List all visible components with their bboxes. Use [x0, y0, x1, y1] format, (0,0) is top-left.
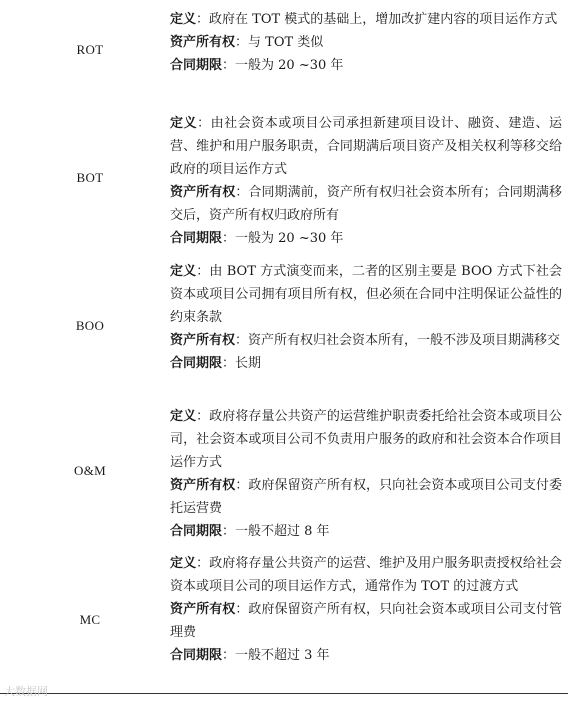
- term-line: [170, 54, 562, 77]
- ownership-line: [170, 474, 562, 520]
- term-text: ：一般为 20 ~30 年: [222, 231, 344, 246]
- definition-label: 定义: [170, 264, 197, 279]
- ownership-label: 资产所有权: [170, 333, 236, 348]
- term-line: [170, 227, 562, 250]
- definition-line: [170, 8, 562, 31]
- definition-text: ：政府将存量公共资产的运营维护职责委托给社会资本或项目公司，社会资本或项目公司不负责用户服务的政府和社会资本合作项目运作方式: [170, 409, 562, 470]
- definition-label: 定义: [170, 12, 197, 27]
- definition-text: ：政府将存量公共资产的运营、维护及用户服务职责授权给社会资本或项目公司的项目运作方式，通常作为 TOT 的过渡方式: [170, 556, 562, 594]
- ownership-line: [170, 598, 562, 644]
- definition-label: 定义: [170, 116, 198, 131]
- term-label: 合同期限: [170, 648, 223, 663]
- term-text: ：长期: [222, 356, 262, 371]
- table-bottom-rule: [0, 693, 568, 694]
- term-text: ：一般为 20 ~30 年: [222, 58, 344, 73]
- definition-line: [170, 260, 562, 329]
- term-line: [170, 520, 562, 543]
- model-description: [170, 260, 562, 375]
- model-description: [170, 112, 562, 250]
- model-name: BOT: [76, 170, 104, 185]
- ownership-text: ：与 TOT 类似: [235, 35, 324, 50]
- definition-line: [170, 112, 562, 181]
- term-line: [170, 644, 562, 667]
- model-description: [170, 552, 562, 667]
- ownership-label: 资产所有权: [170, 602, 236, 617]
- definition-label: 定义: [170, 409, 197, 424]
- ownership-text: ：资产所有权归社会资本所有，一般不涉及项目期满移交: [235, 333, 561, 348]
- ownership-label: 资产所有权: [170, 478, 236, 493]
- definition-text: ：政府在 TOT 模式的基础上，增加改扩建内容的项目运作方式: [196, 12, 558, 27]
- ownership-text: ：合同期满前，资产所有权归社会资本所有；合同期满移交后，资产所有权归政府所有: [170, 185, 562, 223]
- model-name: ROT: [76, 42, 104, 57]
- ownership-label: 资产所有权: [170, 185, 236, 200]
- model-description: [170, 8, 562, 77]
- term-label: 合同期限: [170, 356, 223, 371]
- model-description: [170, 405, 562, 543]
- ownership-line: [170, 31, 562, 54]
- term-label: 合同期限: [170, 524, 223, 539]
- ownership-label: 资产所有权: [170, 35, 236, 50]
- ownership-line: [170, 181, 562, 227]
- ownership-text: ：政府保留资产所有权，只向社会资本或项目公司支付管理费: [170, 602, 562, 640]
- ownership-text: ：政府保留资产所有权，只向社会资本或项目公司支付委托运营费: [170, 478, 562, 516]
- definition-line: [170, 552, 562, 598]
- term-line: [170, 352, 562, 375]
- term-text: ：一般不超过 8 年: [222, 524, 330, 539]
- model-name: O&M: [74, 463, 106, 478]
- definition-text: ：由社会资本或项目公司承担新建项目设计、融资、建造、运营、维护和用户服务职责，合同期满后项目资产及相关权利等移交给政府的项目运作方式: [170, 116, 562, 177]
- ownership-line: [170, 329, 562, 352]
- term-label: 合同期限: [170, 58, 223, 73]
- watermark: 大数据网: [4, 685, 48, 698]
- definition-line: [170, 405, 562, 474]
- model-name: MC: [79, 612, 101, 627]
- definition-label: 定义: [170, 556, 197, 571]
- term-text: ：一般不超过 3 年: [222, 648, 330, 663]
- term-label: 合同期限: [170, 231, 223, 246]
- model-name: BOO: [75, 318, 105, 333]
- definition-text: ：由 BOT 方式演变而来，二者的区别主要是 BOO 方式下社会资本或项目公司拥有项目所有权，但必须在合同中注明保证公益性的约束条款: [170, 264, 562, 325]
